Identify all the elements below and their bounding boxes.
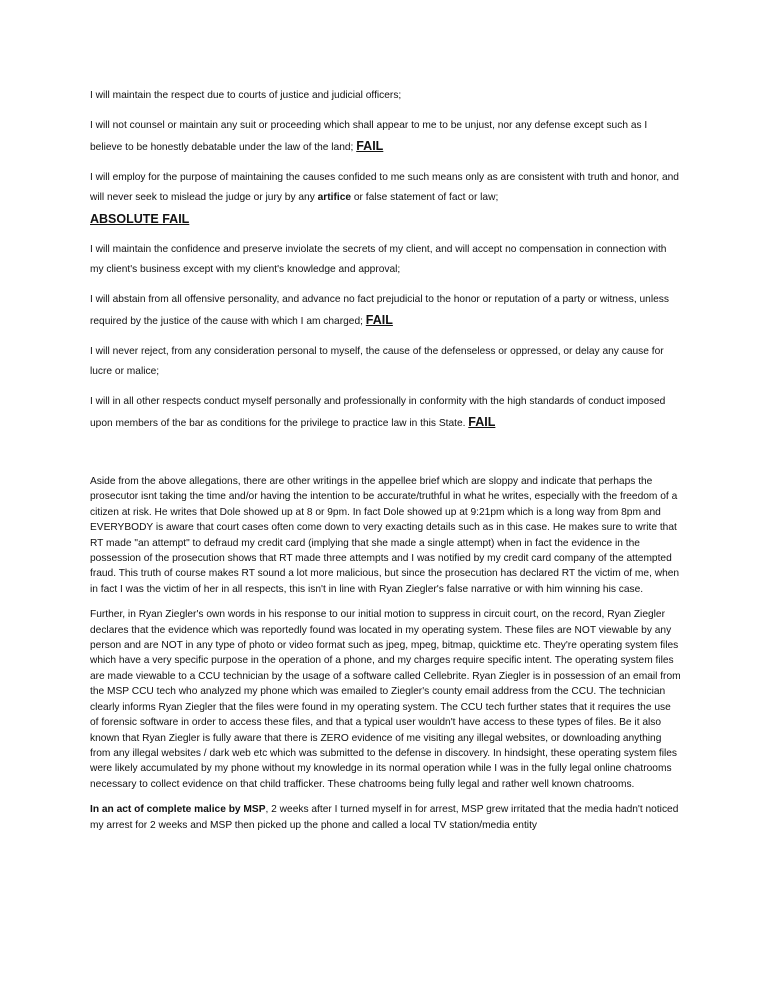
oath-clause-text: I will never reject, from any consideration personal to myself, the cause of the defenseless or oppressed, or delay any cause for lucre or malice; [90,346,664,377]
oath-clause-4 [90,240,682,280]
oath-clause-text: or false statement of fact or law; [351,192,499,203]
paragraph-brief-inaccuracies [90,474,682,597]
paragraph-text: Further, in Ryan Ziegler's own words in his response to our initial motion to suppress in circuit court, on the record, Ryan Ziegler declares that the evidence which was reportedly found was located in my operating system. These files are NOT viewable by any person and are NOT in any type of photo or video format such as jpeg, mpeg, bitmap, quicktime etc. They're operating system files which have a very specific purpose in the operation of a phone, and my charges require specific intent. The operating system files are made viewable to a CCU technician by the usage of a software called Cellebrite. Ryan Ziegler is in possession of an email from the MSP CCU tech who analyzed my phone which was emailed to Ziegler's county email address from the CCU. The technician clearly informs Ryan Ziegler that the files were found in my operating system. The CCU tech further states that it requires the use of forensic software in order to access these files, and that a typical user wouldn't have access to these types of files. Be it also known that Ryan Ziegler is fully aware that there is ZERO evidence of me visiting any illegal websites, or downloading anything from any illegal websites / dark web etc which was submitted to the defense in discovery. In hindsight, these operating system files were likely accumulated by my phone without my knowledge in its normal operation while I was in the fully legal online chatrooms necessary to collect evidence on that child trafficker. These chatrooms being fully legal and rather well known chatrooms. [90,609,681,790]
oath-clause-text: I will not counsel or maintain any suit or proceeding which shall appear to me to be unjust, nor any defense except such as I believe to be honestly debatable under the law of the land; [90,120,648,153]
paragraph-text: Aside from the above allegations, there are other writings in the appellee brief which are sloppy and indicate that perhaps the prosecutor isnt taking the time and/or having the intention to be accurate/truthful in what he writes, especially with the freedom of a citizen at risk. He writes that Dole showed up at 8 or 9pm. In fact Dole showed up at 9:21pm which is a long way from 8pm and EVERYBODY is aware that court cases often come down to very exacting details such as in this case. He makes sure to write that RT made "an attempt" to defraud my credit card (implying that she made a single attempt) when in fact the evidence in the possession of the prosecution shows that RT made three attempts and I was notified by my credit card company of the attempted fraud. This truth of course makes RT sound a lot more malicious, but since the prosecution has declared RT the victim of me, when in fact I was the victim of her in all respects, this isn't in line with Ryan Ziegler's false narrative or with him winning his case. [90,476,680,595]
oath-clause-text: I will maintain the respect due to courts of justice and judicial officers; [90,90,402,101]
fail-mark: FAIL [468,415,496,429]
oath-clause-2 [90,116,682,158]
attorney-oath-section [90,86,682,434]
section-gap [90,444,682,474]
fail-mark: FAIL [365,313,393,327]
oath-clause-1 [90,86,682,106]
document-body [90,86,682,843]
paragraph-operating-system-files [90,607,682,792]
oath-clause-3 [90,168,682,230]
absolute-fail-mark: ABSOLUTE FAIL [90,212,190,226]
argument-section [90,474,682,833]
oath-clause-text: I will in all other respects conduct myself personally and professionally in conformity with the high standards of conduct imposed upon members of the bar as conditions for the privilege to practice law in this State. [90,396,666,429]
oath-clause-text: I will employ for the purpose of maintaining the causes confided to me such means only as are consistent with truth and honor, and will never seek to mislead the judge or jury by any [90,172,679,203]
oath-clause-7 [90,392,682,434]
paragraph-text: , 2 weeks after I turned myself in for arrest, MSP grew irritated that the media hadn't noticed my arrest for 2 weeks and MSP then picked up the phone and called a local TV station/media entity [90,804,679,831]
paragraph-lead-in: In an act of complete malice by MSP [90,804,266,816]
paragraph-msp-malice [90,802,682,833]
fail-mark: FAIL [356,139,384,153]
oath-clause-6 [90,342,682,382]
oath-clause-text: I will maintain the confidence and preserve inviolate the secrets of my client, and will accept no compensation in connection with my client's business except with my client's knowledge and approval; [90,244,667,275]
oath-clause-emphasis: artifice [317,192,352,203]
oath-clause-5 [90,290,682,332]
oath-clause-text: I will abstain from all offensive personality, and advance no fact prejudicial to the honor or reputation of a party or witness, unless required by the justice of the cause with which I am charged; [90,294,669,327]
